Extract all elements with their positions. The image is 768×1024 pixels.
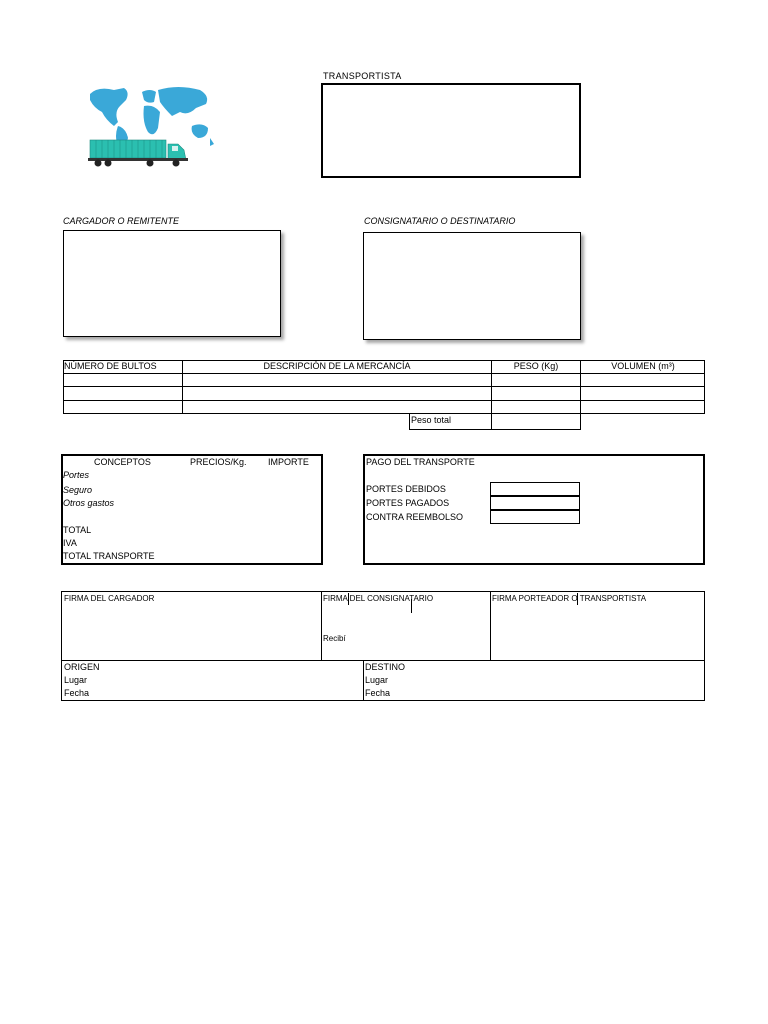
cargador-box[interactable] [63, 230, 281, 337]
concepto-otros-gastos: Otros gastos [63, 498, 115, 508]
firma-cargador-field[interactable] [62, 606, 320, 659]
pago-title: PAGO DEL TRANSPORTE [366, 457, 475, 467]
goods-table [63, 360, 705, 430]
pago-portes-debidos-label: PORTES DEBIDOS [366, 484, 446, 494]
firma-consignatario-field[interactable] [322, 606, 489, 659]
peso-total-label: Peso total [411, 415, 452, 425]
concepto-iva: IVA [63, 538, 77, 548]
destino-title: DESTINO [365, 662, 406, 672]
pago-portes-pagados-label: PORTES PAGADOS [366, 498, 450, 508]
header-volumen: VOLUMEN (m³) [611, 361, 675, 371]
header-conceptos: CONCEPTOS [94, 457, 151, 467]
header-numero-bultos: NÚMERO DE BULTOS [64, 361, 157, 371]
firma-consignatario-label: FIRMA DEL CONSIGNATARIO [323, 594, 434, 603]
firma-cargador-label: FIRMA DEL CARGADOR [64, 594, 155, 603]
origen-fecha-label: Fecha [64, 688, 90, 698]
header-importe: IMPORTE [268, 457, 309, 467]
firma-porteador-field[interactable] [491, 606, 703, 659]
transportista-label: TRANSPORTISTA [323, 71, 402, 81]
contra-reembolso-checkbox[interactable] [490, 510, 580, 524]
consignatario-box[interactable] [363, 232, 581, 340]
origen-title: ORIGEN [64, 662, 100, 672]
concepto-portes: Portes [63, 470, 90, 480]
pago-contra-reembolso-label: CONTRA REEMBOLSO [366, 512, 464, 522]
conceptos-box [61, 454, 323, 565]
concepto-total-transporte: TOTAL TRANSPORTE [63, 551, 155, 561]
firma-porteador-label: FIRMA PORTEADOR O TRANSPORTISTA [492, 594, 647, 603]
world-map-icon [84, 82, 220, 172]
world-map-truck-logo [84, 82, 220, 172]
consignatario-label: CONSIGNATARIO O DESTINATARIO [364, 216, 516, 226]
concepto-seguro: Seguro [63, 485, 93, 495]
header-descripcion: DESCRIPCIÓN DE LA MERCANCÍA [263, 361, 411, 371]
destino-lugar-label: Lugar [365, 675, 389, 685]
portes-pagados-checkbox[interactable] [490, 496, 580, 510]
concepto-total: TOTAL [63, 525, 92, 535]
header-peso: PESO (Kg) [513, 361, 559, 371]
cargador-label: CARGADOR O REMITENTE [63, 216, 180, 226]
destino-fecha-label: Fecha [365, 688, 391, 698]
portes-debidos-checkbox[interactable] [490, 482, 580, 496]
header-precios: PRECIOS/Kg. [190, 457, 247, 467]
recibi-label: Recibí [323, 634, 346, 643]
origen-lugar-label: Lugar [64, 675, 88, 685]
transportista-box[interactable] [321, 83, 581, 178]
